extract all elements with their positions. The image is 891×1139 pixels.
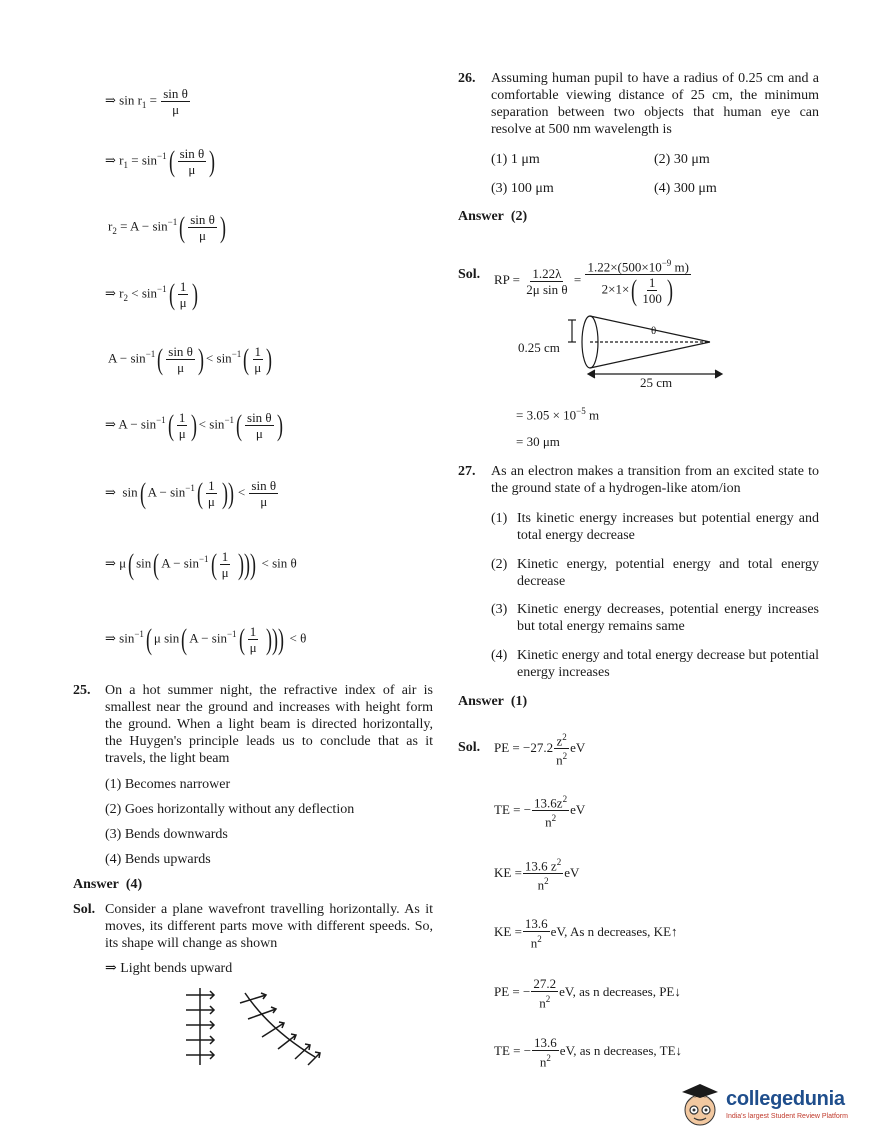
q27-sol-label: Sol. — [458, 740, 481, 755]
q26-sol-label: Sol. — [458, 267, 481, 282]
q27-option-4-num: (4) — [491, 648, 508, 663]
q27-pe-relation: PE = − $\frac{27.2}{n^2}$ eV, as n decreases, PE↓ — [494, 976, 681, 1011]
q25-solution: Consider a plane wavefront travelling horizontally. As it moves, its different parts move with different speeds. So, its shape will change as shown — [105, 902, 433, 951]
q25-number: 25. — [73, 683, 91, 698]
q25-conclusion: ⇒ Light bends upward — [105, 961, 233, 976]
q27-ke-formula: KE = $\frac{13.6 z^2}{n^2}$ eV — [494, 857, 580, 893]
wavefront-diagram — [180, 985, 330, 1070]
collegedunia-logo — [678, 1082, 878, 1132]
q26-question: Assuming human pupil to have a radius of 0.25 cm and a comfortable viewing distance of 25 cm, the minimum separation between two objects that human eye can resolve at 500 nm wavelength is — [491, 71, 819, 137]
diagram-distance-label: 25 cm — [640, 375, 673, 390]
q26-option-2: (2) 30 μm — [654, 152, 710, 167]
q27-answer: Answer (1) — [458, 694, 528, 709]
q27-option-1: Its kinetic energy increases but potential energy and total energy decrease — [517, 511, 819, 543]
q27-ke-relation: KE = $\frac{13.6}{n^2}$ eV, As n decreases, KE↑ — [494, 916, 678, 951]
q25-sol-label: Sol. — [73, 902, 96, 917]
q27-option-1-num: (1) — [491, 511, 508, 526]
q27-pe-formula: PE = −27.2 $\frac{z^2}{n^2}$ eV — [494, 732, 586, 768]
diagram-radius-label: 0.25 cm — [518, 340, 560, 355]
derivation-line-4: ⇒ $r_2 < \sin^{-1}$( $\frac{1}{\mu}$ ) — [105, 277, 198, 311]
derivation-line-1: ⇒ $\sin r_1$ = $\frac{\text{sin θ}}{\mu}$ — [105, 86, 188, 117]
logo-wordmark: collegedunia — [726, 1088, 845, 1110]
q27-option-4: Kinetic energy and total energy decrease but potential energy increases — [517, 648, 819, 680]
derivation-line-5: $A - \sin^{-1}$( $\frac{\text{sin θ}}{\mu}$ ) < $\sin^{-1}$( $\frac{1}{\mu}$ ) — [108, 342, 273, 376]
q27-option-3: Kinetic energy decreases, potential energy increases but total energy remains same — [517, 602, 819, 634]
logo-tagline: India's largest Student Review Platform — [726, 1113, 848, 1120]
pupil-cone-diagram — [560, 312, 730, 382]
q25-option-1: (1) Becomes narrower — [105, 777, 231, 792]
q27-option-2: Kinetic energy, potential energy and total energy decrease — [517, 557, 819, 589]
q27-te-formula: TE = − $\frac{13.6z^2}{n^2}$ eV — [494, 794, 586, 830]
derivation-line-3: $r_2 = A - \sin^{-1}$( $\frac{\text{sin θ}}{\mu}$ ) — [108, 210, 226, 244]
q27-option-3-num: (3) — [491, 602, 508, 617]
q27-question: As an electron makes a transition from an excited state to the ground state of a hydrogen-like atom/ion — [491, 464, 819, 496]
q25-answer: Answer (4) — [73, 877, 143, 892]
derivation-line-9: ⇒ $\sin^{-1}$( μ sin( $A - \sin^{-1}$( $\frac{1}{\mu}$ ))) < θ — [105, 622, 307, 656]
q26-answer: Answer (2) — [458, 209, 528, 224]
derivation-line-7: ⇒ sin( $A - \sin^{-1}$( $\frac{1}{\mu}$ )) < $\frac{\text{sin θ}}{\mu}$ — [105, 476, 277, 510]
q25-question: On a hot summer night, the refractive index of air is smallest near the ground and increases with height form the ground. When a light beam is directed horizontally, the Huygen's principle leads us to conclude that as it travels, the light beam — [105, 683, 433, 766]
q27-number: 27. — [458, 464, 476, 479]
q26-result-2: = 30 μm — [516, 434, 560, 449]
mascot-icon — [678, 1082, 722, 1130]
q26-option-1: (1) 1 μm — [491, 152, 540, 167]
derivation-line-2: ⇒ $r_1 = \sin^{-1}$( $\frac{\text{sin θ}}{\mu}$ ) — [105, 144, 216, 178]
diagram-theta-label: θ — [651, 325, 657, 337]
q26-result-1: = $3.05 \times 10^{-5}$ m — [516, 406, 600, 423]
q25-option-2: (2) Goes horizontally without any deflection — [105, 802, 355, 817]
q27-option-2-num: (2) — [491, 557, 508, 572]
q26-option-3: (3) 100 μm — [491, 181, 554, 196]
q25-option-3: (3) Bends downwards — [105, 827, 228, 842]
q27-te-relation: TE = − $\frac{13.6}{n^2}$ eV, as n decreases, TE↓ — [494, 1035, 683, 1070]
q26-number: 26. — [458, 71, 476, 86]
q26-option-4: (4) 300 μm — [654, 181, 717, 196]
q25-option-4: (4) Bends upwards — [105, 852, 211, 867]
derivation-line-8: ⇒ μ( sin( $A - \sin^{-1}$( $\frac{1}{\mu}$ ))) < sin θ — [105, 547, 297, 581]
q26-rp-formula: RP = $\frac{1.22\lambda}{\text{2μ sin θ}}$ = $1.22\times(500\times 10^{-9}$ m) 2×1×( $\frac{1}{100}$ ) — [494, 258, 689, 307]
derivation-line-6: ⇒ $A - \sin^{-1}$( $\frac{1}{\mu}$ ) < $\sin^{-1}$( $\frac{\text{sin θ}}{\mu}$ ) — [105, 408, 283, 442]
